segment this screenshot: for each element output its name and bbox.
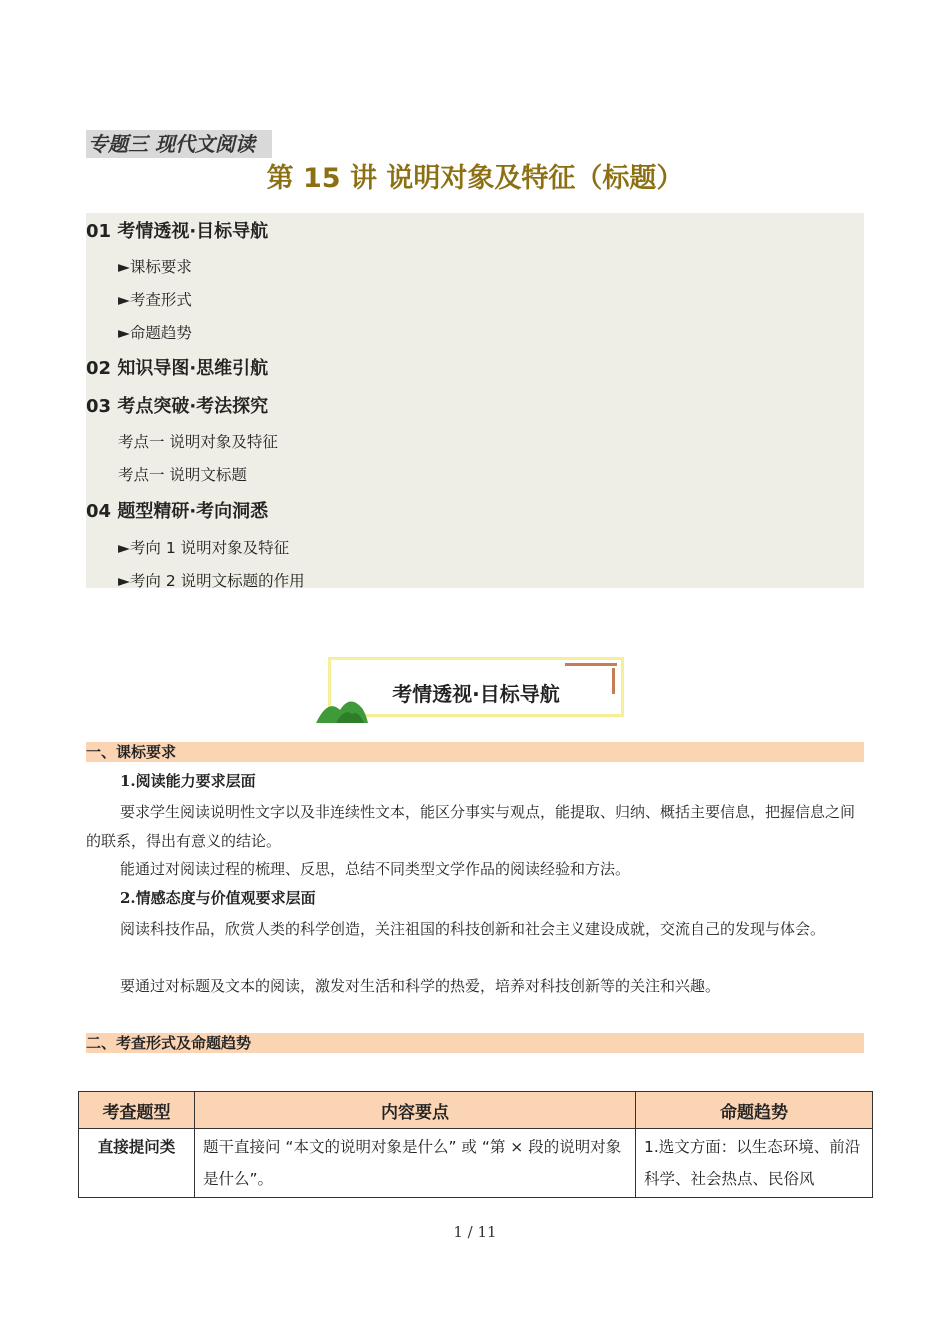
toc-item: 考点一 说明对象及特征: [118, 433, 278, 451]
toc-item: ►课标要求: [118, 258, 192, 276]
toc-item: ►考向 2 说明文标题的作用: [118, 572, 305, 590]
exam-form-table: [78, 1091, 873, 1198]
table-cell: 1.选文方面：以生态环境、前沿科学、社会热点、民俗风: [636, 1129, 873, 1198]
banner-accent-line: [612, 668, 615, 694]
toc-item: 考点一 说明文标题: [118, 466, 247, 484]
table-row: [79, 1129, 873, 1198]
paragraph: 要求学生阅读说明性文字以及非连续性文本，能区分事实与观点，能提取、归纳、概括主要信息，把握信息之间的联系，得出有意义的结论。: [86, 803, 856, 850]
toc-item: 02 知识导图·思维引航: [86, 358, 269, 379]
subheading: 2.情感态度与价值观要求层面: [120, 889, 316, 907]
paragraph: 能通过对阅读过程的梳理、反思，总结不同类型文学作品的阅读经验和方法。: [120, 860, 631, 878]
table-of-contents: [86, 213, 864, 588]
toc-item: 01 考情透视·目标导航: [86, 221, 269, 242]
page-title: 第 15 讲 说明对象及特征（标题）: [266, 163, 684, 194]
section-banner: [328, 657, 624, 717]
series-label: 专题三 现代文阅读: [86, 130, 272, 158]
column-header: 内容要点: [195, 1092, 636, 1129]
toc-item: 04 题型精研·考向洞悉: [86, 501, 269, 522]
section-heading: 一、课标要求: [86, 742, 864, 762]
toc-item: ►考查形式: [118, 291, 192, 309]
table-cell: 题干直接问 “本文的说明对象是什么” 或 “第 × 段的说明对象是什么”。: [195, 1129, 636, 1198]
column-header: 考查题型: [79, 1092, 195, 1129]
page-number: 1 / 11: [453, 1223, 497, 1241]
paragraph: 阅读科技作品，欣赏人类的科学创造，关注祖国的科技创新和社会主义建设成就，交流自己的发现与体会。: [120, 920, 826, 938]
toc-item: ►考向 1 说明对象及特征: [118, 539, 290, 557]
table-cell: 直接提问类: [79, 1129, 195, 1198]
column-header: 命题趋势: [636, 1092, 873, 1129]
paragraph: 要通过对标题及文本的阅读，激发对生活和科学的热爱，培养对科技创新等的关注和兴趣。: [120, 977, 721, 995]
toc-item: ►命题趋势: [118, 324, 192, 342]
subheading: 1.阅读能力要求层面: [120, 772, 256, 790]
hills-icon: [314, 694, 370, 724]
table-header-row: [79, 1092, 873, 1129]
banner-title: 考情透视·目标导航: [392, 682, 560, 706]
section-heading: 二、考查形式及命题趋势: [86, 1033, 864, 1053]
toc-item: 03 考点突破·考法探究: [86, 396, 269, 417]
banner-accent-line: [565, 663, 617, 666]
